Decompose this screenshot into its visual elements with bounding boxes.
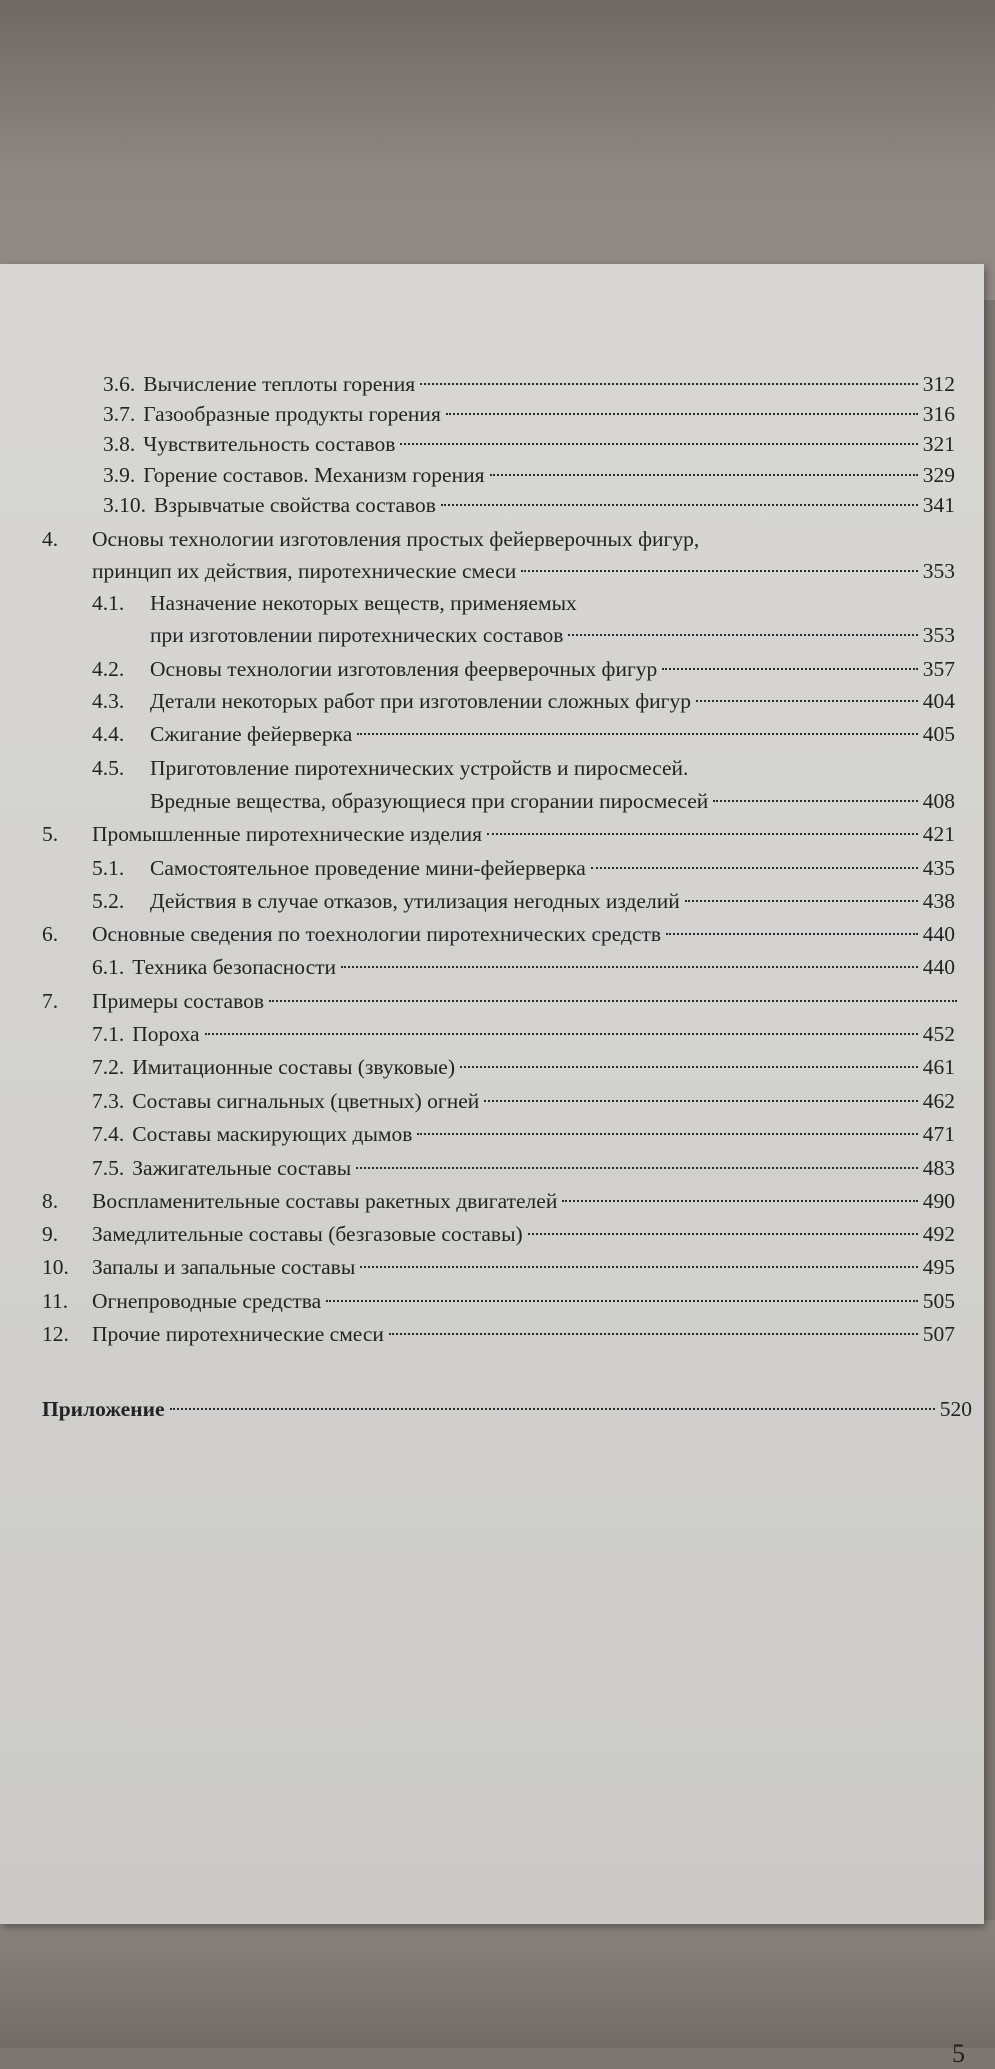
toc-entry-title: Прочие пиротехнические смеси xyxy=(92,1322,384,1346)
toc-entry-page: 492 xyxy=(922,1222,955,1246)
toc-entry-number: 4.5. xyxy=(92,756,125,780)
toc-entry-title: Примеры составов xyxy=(92,989,264,1013)
toc-entry xyxy=(92,1319,955,1349)
toc-entry-number: 4. xyxy=(42,527,59,551)
toc-entry-title: Составы маскирующих дымов xyxy=(132,1122,413,1146)
toc-entry-page: 435 xyxy=(922,856,955,880)
toc-entry-title: Сжигание фейерверка xyxy=(150,722,353,746)
dot-leader xyxy=(341,965,918,968)
dot-leader xyxy=(460,1065,918,1068)
toc-appendix-title: Приложение xyxy=(42,1397,165,1421)
toc-entry-title: Техника безопасности xyxy=(132,955,337,979)
toc-entry-number: 3.7. xyxy=(103,402,136,426)
dot-leader xyxy=(591,866,918,869)
toc-entry-page: 483 xyxy=(922,1156,955,1180)
page-number: 5 xyxy=(952,2039,965,2068)
toc-entry-number: 9. xyxy=(42,1222,59,1246)
toc-entry-page: 312 xyxy=(922,372,955,396)
toc-entry-title: Горение составов. Механизм горения xyxy=(143,463,485,487)
toc-entry xyxy=(92,952,955,982)
toc-entry-number: 7.2. xyxy=(92,1055,125,1079)
toc-entry-title: Основные сведения по тоехнологии пиротехнических средств xyxy=(92,922,662,946)
dot-leader xyxy=(490,473,918,476)
dot-leader xyxy=(562,1199,917,1202)
toc-entry xyxy=(92,1252,955,1282)
dot-leader xyxy=(326,1299,918,1302)
toc-entry-page: 405 xyxy=(922,722,955,746)
toc-entry-number: 8. xyxy=(42,1189,59,1213)
toc-entry-page: 341 xyxy=(922,493,955,517)
dot-leader xyxy=(356,1166,918,1169)
toc-entry xyxy=(92,556,955,586)
dot-leader xyxy=(713,799,917,802)
toc-entry xyxy=(150,686,955,716)
toc-entry xyxy=(92,986,962,1016)
toc-entry xyxy=(150,620,955,650)
toc-entry-page: 421 xyxy=(922,822,955,846)
toc-entry-title: Взрывчатые свойства составов xyxy=(154,493,436,517)
toc-entry xyxy=(103,369,955,399)
toc-entry-page: 490 xyxy=(922,1189,955,1213)
toc-entry xyxy=(92,1119,955,1149)
dot-leader xyxy=(417,1132,917,1135)
toc-entry xyxy=(92,819,955,849)
background-bottom xyxy=(0,1920,995,2048)
toc-entry-number: 10. xyxy=(42,1255,69,1279)
toc-entry-title-line2: Вредные вещества, образующиеся при сгорании пиросмесей xyxy=(150,789,709,813)
toc-entry-title: Запалы и запальные составы xyxy=(92,1255,356,1279)
dot-leader xyxy=(666,932,918,935)
dot-leader xyxy=(696,699,918,702)
toc-entry xyxy=(150,654,955,684)
toc-entry-title: Огнепроводные средства xyxy=(92,1289,322,1313)
toc-entry xyxy=(92,1219,955,1249)
toc-entry-title: Составы сигнальных (цветных) огней xyxy=(132,1089,480,1113)
toc-entry-page: 505 xyxy=(922,1289,955,1313)
dot-leader xyxy=(685,899,918,902)
toc-entry xyxy=(103,490,955,520)
toc-entry-page: 438 xyxy=(922,889,955,913)
toc-entry-title: Самостоятельное проведение мини-фейерверка xyxy=(150,856,586,880)
toc-appendix-entry xyxy=(42,1394,972,1424)
toc-entry xyxy=(92,1286,955,1316)
toc-entry-number: 4.1. xyxy=(92,591,125,615)
toc-entry-number: 7.1. xyxy=(92,1022,125,1046)
table-of-contents xyxy=(0,264,984,1764)
toc-entry-title: Чувствительность составов xyxy=(143,432,396,456)
toc-entry-number: 5.2. xyxy=(92,889,125,913)
toc-entry-title: Имитационные составы (звуковые) xyxy=(132,1055,455,1079)
toc-entry-title: Промышленные пиротехнические изделия xyxy=(92,822,483,846)
toc-entry-page: 461 xyxy=(922,1055,955,1079)
toc-entry xyxy=(92,1186,955,1216)
dot-leader xyxy=(389,1332,918,1335)
toc-entry-number: 7.5. xyxy=(92,1156,125,1180)
toc-entry-number: 4.4. xyxy=(92,722,125,746)
toc-entry-page: 357 xyxy=(922,657,955,681)
toc-entry-title-line1: Основы технологии изготовления простых фейерверочных фигур, xyxy=(92,527,700,551)
book-page xyxy=(0,264,984,2068)
dot-leader xyxy=(170,1407,935,1410)
dot-leader xyxy=(528,1232,918,1235)
toc-entry-page: 353 xyxy=(922,559,955,583)
dot-leader xyxy=(662,667,917,670)
toc-entry-page: 440 xyxy=(922,922,955,946)
toc-entry-title: Газообразные продукты горения xyxy=(143,402,441,426)
toc-entry-page: 462 xyxy=(922,1089,955,1113)
toc-entry-page: 321 xyxy=(922,432,955,456)
toc-entry-title: Пороха xyxy=(132,1022,200,1046)
toc-entry-title: Замедлительные составы (безгазовые составы) xyxy=(92,1222,523,1246)
toc-entry-page: 440 xyxy=(922,955,955,979)
toc-entry-number: 6.1. xyxy=(92,955,125,979)
toc-entry-page: 452 xyxy=(922,1022,955,1046)
toc-entry xyxy=(150,853,955,883)
toc-entry-page: 520 xyxy=(939,1397,972,1421)
dot-leader xyxy=(269,999,957,1002)
toc-entry-number: 3.8. xyxy=(103,432,136,456)
dot-leader xyxy=(360,1265,917,1268)
toc-entry-number: 5.1. xyxy=(92,856,125,880)
toc-entry-number: 3.6. xyxy=(103,372,136,396)
toc-entry-number: 7. xyxy=(42,989,59,1013)
dot-leader xyxy=(357,732,918,735)
toc-entry-title: Основы технологии изготовления феерверочных фигур xyxy=(150,657,658,681)
toc-entry-number: 7.4. xyxy=(92,1122,125,1146)
toc-entry-number: 5. xyxy=(42,822,59,846)
toc-entry-page: 316 xyxy=(922,402,955,426)
toc-entry xyxy=(92,1052,955,1082)
toc-entry-page: 408 xyxy=(922,789,955,813)
toc-entry-number: 3.9. xyxy=(103,463,136,487)
toc-entry-title: Воспламенительные составы ракетных двигателей xyxy=(92,1189,558,1213)
toc-entry-number: 6. xyxy=(42,922,59,946)
toc-entry-page: 507 xyxy=(922,1322,955,1346)
toc-entry-page: 471 xyxy=(922,1122,955,1146)
dot-leader xyxy=(521,569,918,572)
toc-entry xyxy=(92,1086,955,1116)
dot-leader xyxy=(400,442,917,445)
toc-entry-number: 4.3. xyxy=(92,689,125,713)
toc-entry-title: Зажигательные составы xyxy=(132,1156,352,1180)
toc-entry-title: Детали некоторых работ при изготовлении сложных фигур xyxy=(150,689,691,713)
toc-entry-title-line1: Приготовление пиротехнических устройств и пиросмесей. xyxy=(150,756,689,780)
toc-entry xyxy=(92,1019,955,1049)
toc-entry xyxy=(103,399,955,429)
dot-leader xyxy=(446,412,918,415)
dot-leader xyxy=(568,633,917,636)
toc-entry xyxy=(150,719,955,749)
toc-entry xyxy=(92,919,955,949)
toc-entry-number: 3.10. xyxy=(103,493,146,517)
toc-entry xyxy=(150,786,955,816)
toc-entry-page: 404 xyxy=(922,689,955,713)
toc-entry-title-line2: принцип их действия, пиротехнические смеси xyxy=(92,559,517,583)
toc-entry-page: 329 xyxy=(922,463,955,487)
dot-leader xyxy=(484,1099,917,1102)
toc-entry xyxy=(103,429,955,459)
toc-entry-page: 353 xyxy=(922,623,955,647)
toc-entry-number: 4.2. xyxy=(92,657,125,681)
toc-entry xyxy=(92,1153,955,1183)
toc-entry-title-line2: при изготовлении пиротехнических составов xyxy=(150,623,564,647)
toc-entry-number: 12. xyxy=(42,1322,69,1346)
dot-leader xyxy=(420,382,918,385)
dot-leader xyxy=(441,503,918,506)
toc-entry-page: 495 xyxy=(922,1255,955,1279)
dot-leader xyxy=(487,832,918,835)
toc-entry-number: 11. xyxy=(42,1289,69,1313)
toc-entry-title-line1: Назначение некоторых веществ, применяемых xyxy=(150,591,577,615)
background-top xyxy=(0,0,995,300)
toc-entry-title: Действия в случае отказов, утилизация негодных изделий xyxy=(150,889,680,913)
toc-entry-number: 7.3. xyxy=(92,1089,125,1113)
dot-leader xyxy=(205,1032,918,1035)
toc-entry-title: Вычисление теплоты горения xyxy=(143,372,416,396)
toc-entry xyxy=(103,460,955,490)
toc-entry xyxy=(150,886,955,916)
